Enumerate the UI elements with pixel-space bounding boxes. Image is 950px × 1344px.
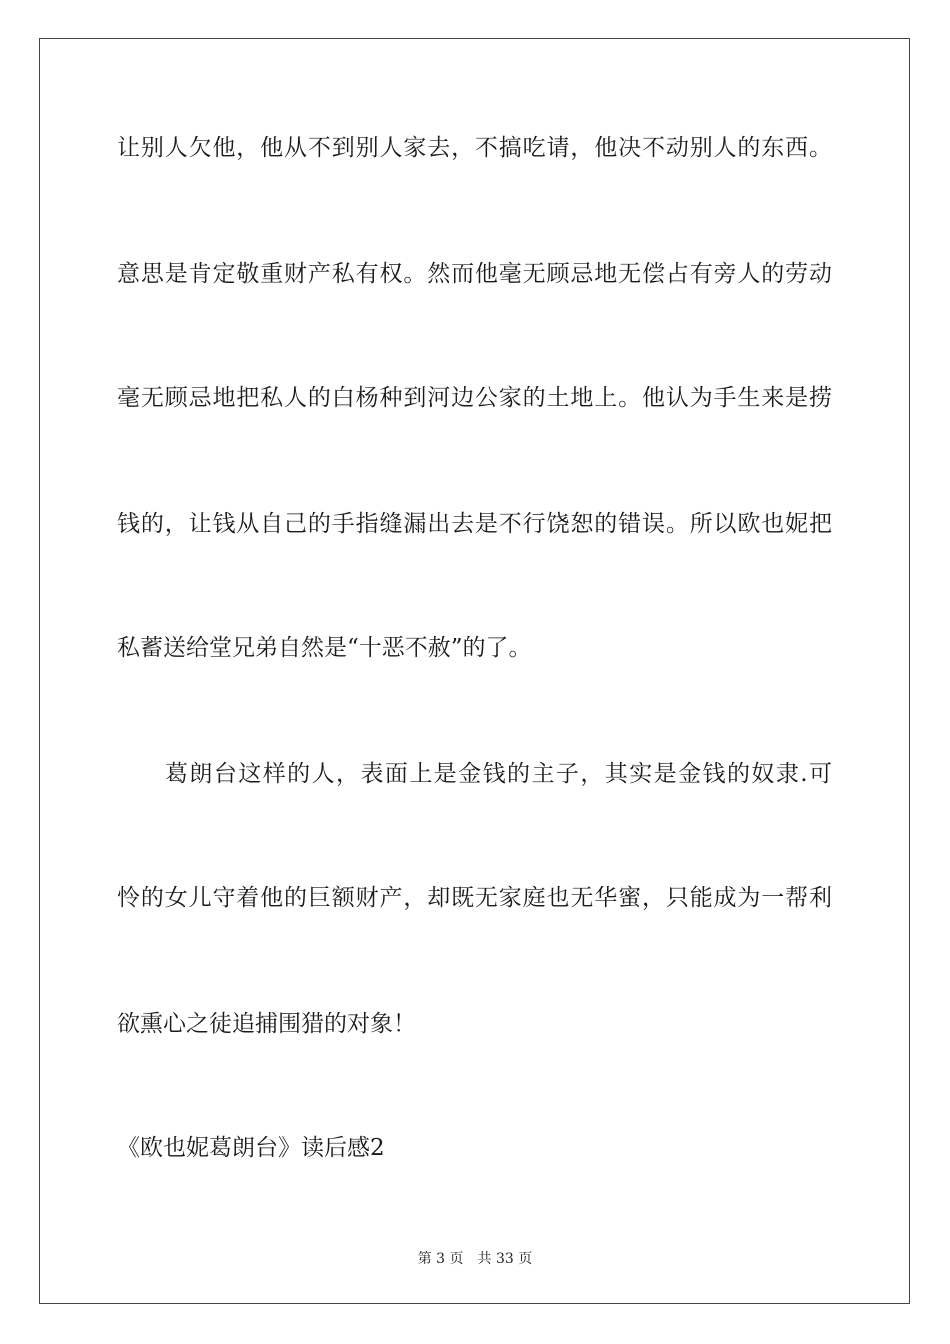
text-line: 意思是肯定敬重财产私有权。然而他毫无顾忌地无偿占有旁人的劳动 bbox=[117, 261, 832, 287]
text-line: 钱的，让钱从自己的手指缝漏出去是不行饶恕的错误。所以欧也妮把 bbox=[117, 511, 832, 537]
text-line: 让别人欠他，他从不到别人家去，不搞吃请，他决不动别人的东西。 bbox=[117, 135, 832, 161]
text-line: 私蓄送给堂兄弟自然是“十恶不赦”的了。 bbox=[117, 635, 532, 661]
text-line: 毫无顾忌地把私人的白杨种到河边公家的土地上。他认为手生来是捞 bbox=[117, 385, 832, 411]
page-border bbox=[39, 38, 910, 1304]
section-heading: 《欧也妮葛朗台》读后感2 bbox=[117, 1135, 385, 1161]
text-line: 怜的女儿守着他的巨额财产，却既无家庭也无华蜜，只能成为一帮利 bbox=[117, 885, 832, 911]
text-line: 欲熏心之徒追捕围猎的对象！ bbox=[117, 1011, 416, 1037]
paragraph-start-line: 葛朗台这样的人，表面上是金钱的主子，其实是金钱的奴隶.可 bbox=[165, 761, 832, 787]
page-number: 第 3 页 共 33 页 bbox=[417, 1251, 533, 1267]
